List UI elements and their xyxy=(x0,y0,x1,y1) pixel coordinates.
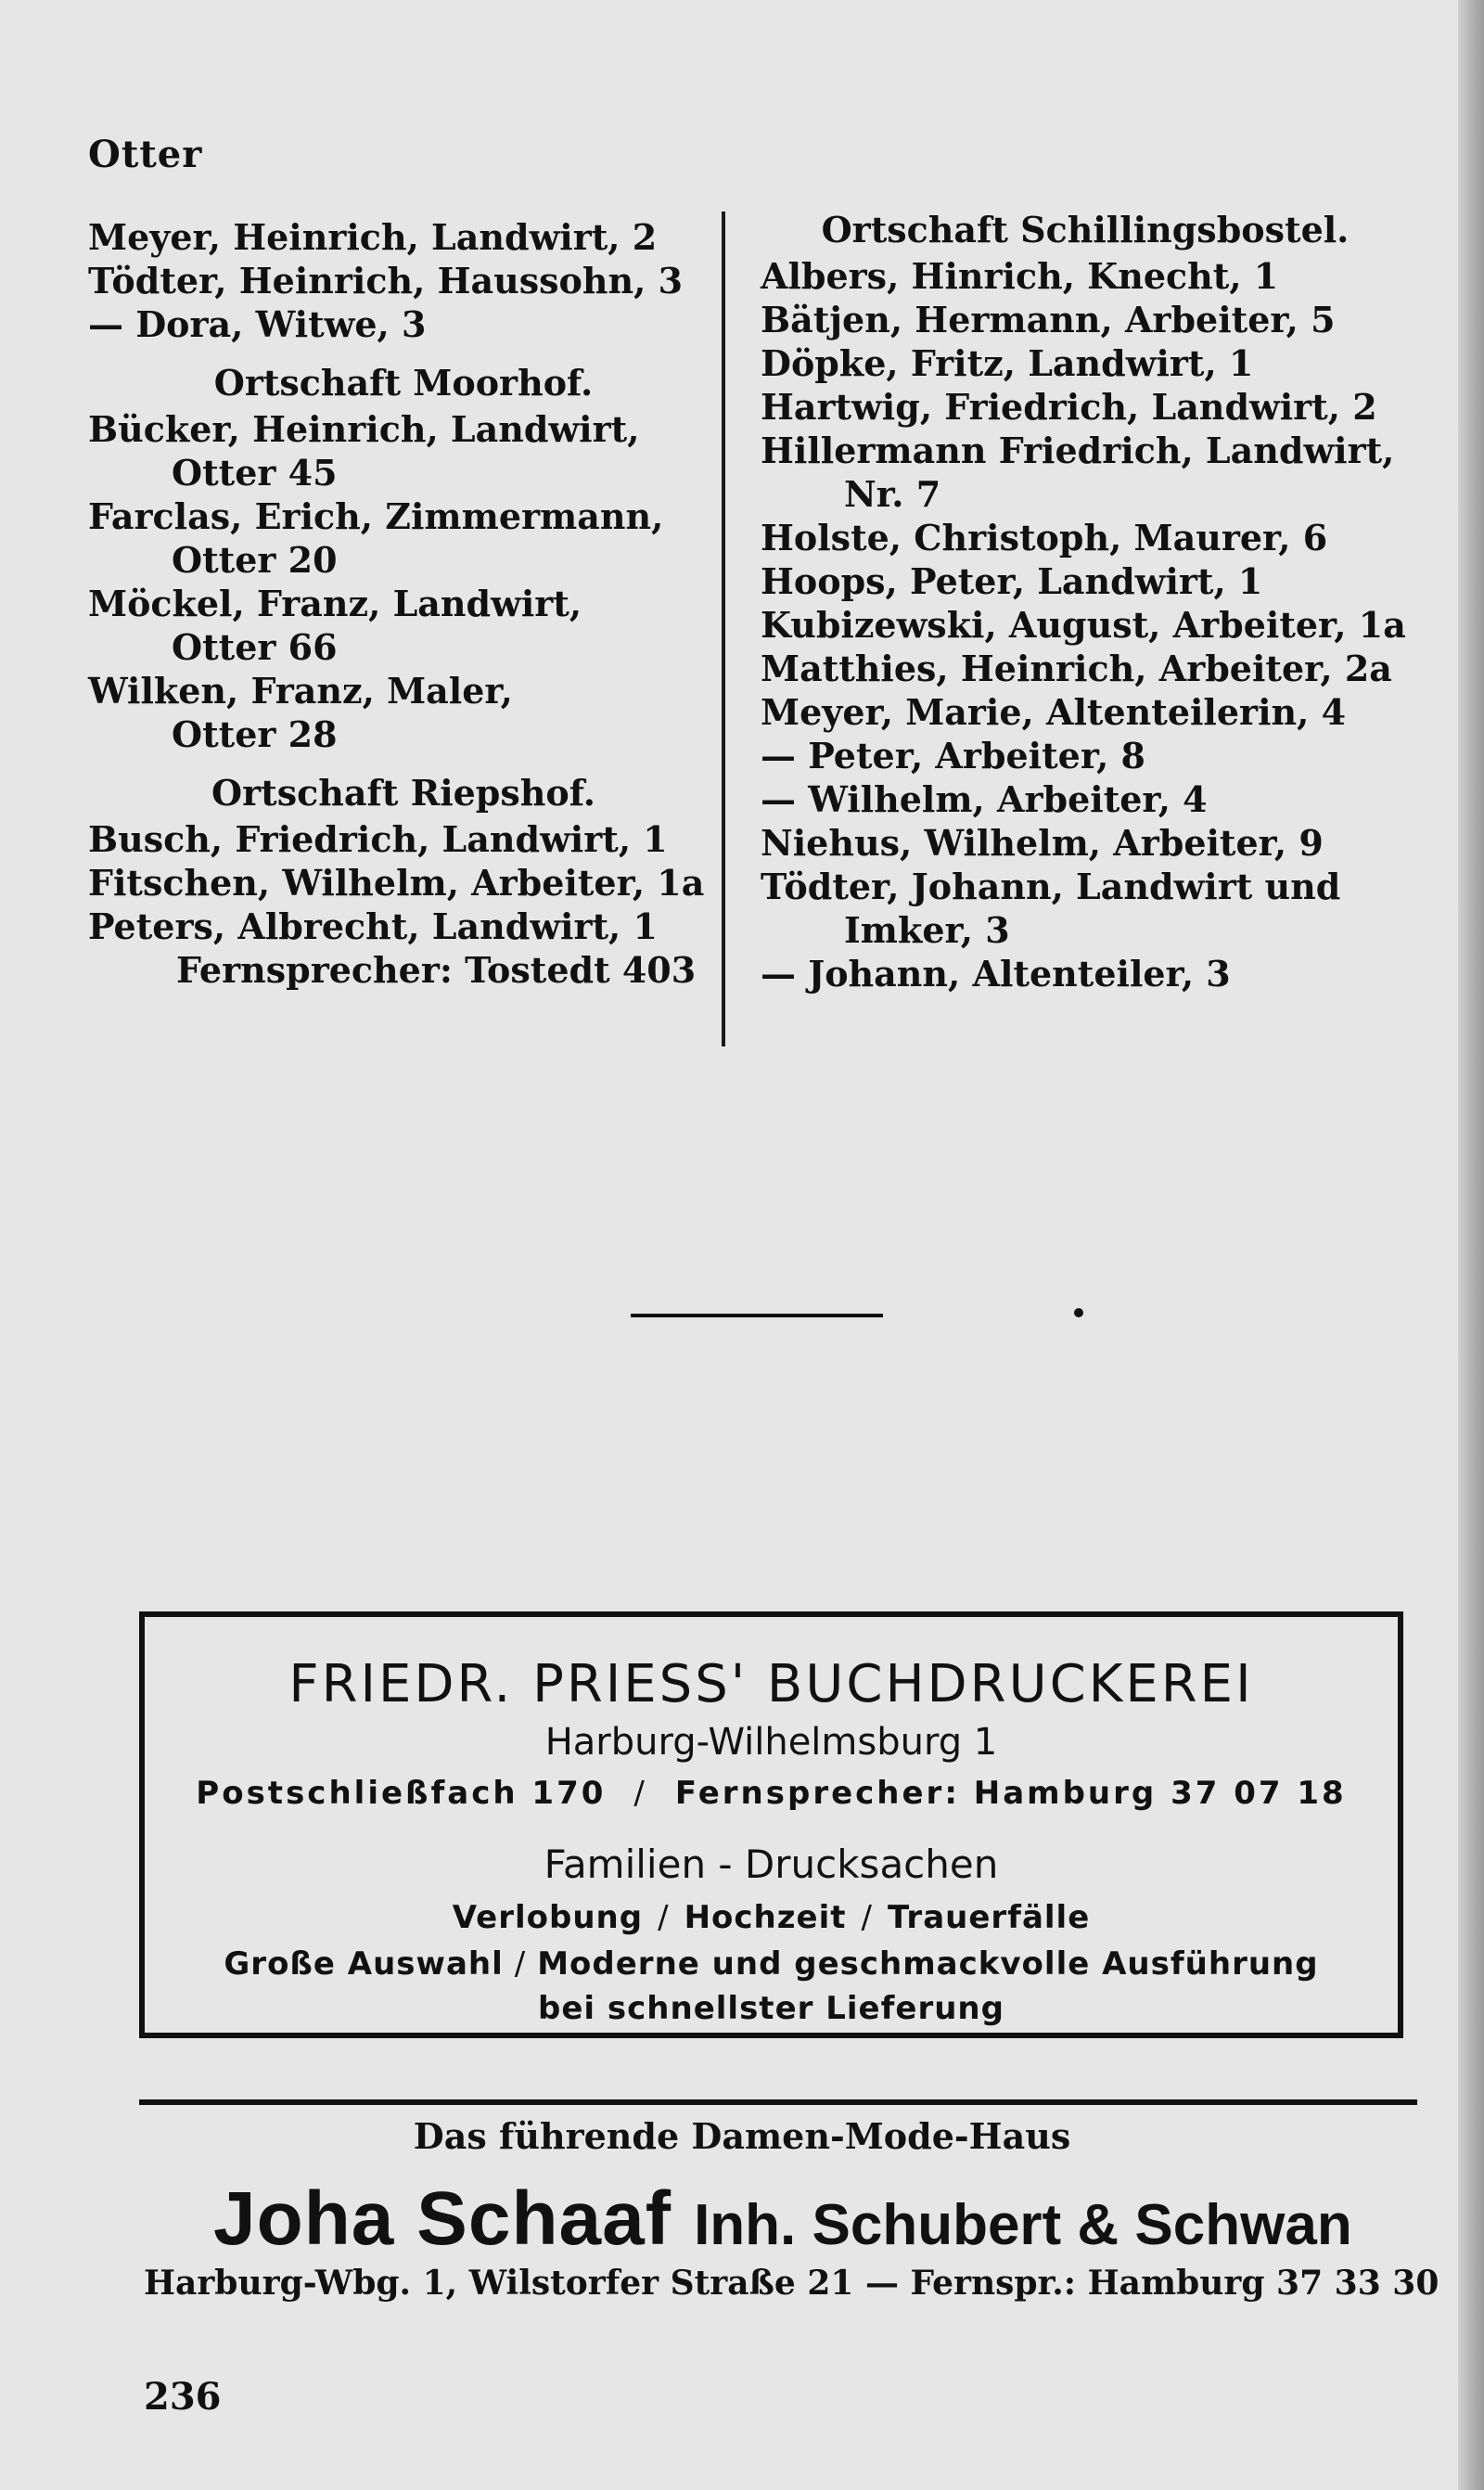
listing-entry: Matthies, Heinrich, Arbeiter, 2a xyxy=(761,648,1392,689)
listing-entry: Fitschen, Wilhelm, Arbeiter, 1a xyxy=(88,862,705,904)
ad-separator: / xyxy=(658,1899,670,1936)
printer-advertisement xyxy=(139,1611,1403,2038)
ad-phone: Fernsprecher: Hamburg 37 07 18 xyxy=(674,1775,1347,1812)
listing-entry-continuation: Otter 20 xyxy=(172,539,338,581)
shop-owner: Inh. Schubert & Schwan xyxy=(694,2193,1352,2257)
ad-postbox: Postschließfach 170 xyxy=(196,1775,607,1812)
ad-delivery: bei schnellster Lieferung xyxy=(538,1990,1004,2027)
listing-entry: Möckel, Franz, Landwirt, xyxy=(88,583,582,624)
listing-entry: Farclas, Erich, Zimmermann, xyxy=(88,495,664,537)
listing-entry: Meyer, Marie, Altenteilerin, 4 xyxy=(761,691,1347,733)
place-title: Otter xyxy=(88,133,203,176)
listing-entry-continuation: Otter 28 xyxy=(172,713,338,755)
listing-entry-continuation: Fernsprecher: Tostedt 403 xyxy=(176,949,697,991)
listing-entry: Döpke, Fritz, Landwirt, 1 xyxy=(761,342,1254,384)
listing-entry: Niehus, Wilhelm, Arbeiter, 9 xyxy=(761,822,1324,864)
listing-entry: — Wilhelm, Arbeiter, 4 xyxy=(761,778,1208,820)
listing-entry: — Dora, Witwe, 3 xyxy=(88,303,427,345)
ad-separator: / xyxy=(514,1945,527,1983)
ad-city: Harburg-Wilhelmsburg 1 xyxy=(544,1721,998,1764)
ad-service: Trauerfälle xyxy=(887,1899,1091,1936)
ad-services-line xyxy=(145,1899,1398,1936)
ad-services-title: Familien - Drucksachen xyxy=(544,1842,999,1887)
listing-entry: Holste, Christoph, Maurer, 6 xyxy=(761,517,1328,558)
shop-brand: Joha Schaaf xyxy=(213,2176,672,2261)
ad-contact-line xyxy=(145,1775,1398,1812)
listing-entry: Kubizewski, August, Arbeiter, 1a xyxy=(761,604,1406,646)
ad-service: Hochzeit xyxy=(684,1899,847,1936)
listing-entry: Peters, Albrecht, Landwirt, 1 xyxy=(88,905,658,947)
listing-entry: Tödter, Johann, Landwirt und xyxy=(761,866,1341,907)
ad-selection-text: Moderne und geschmackvolle Ausführung xyxy=(537,1945,1319,1983)
listing-entry-continuation: Imker, 3 xyxy=(844,909,1010,951)
left-column xyxy=(88,215,719,992)
listing-entry: Bätjen, Hermann, Arbeiter, 5 xyxy=(761,299,1336,340)
listing-entry-continuation: Otter 45 xyxy=(172,452,338,494)
shop-tagline: Das führende Damen-Mode-Haus xyxy=(413,2115,1071,2157)
section-heading-moorhof: Ortschaft Moorhof. xyxy=(213,362,594,404)
listing-entry: Bücker, Heinrich, Landwirt, xyxy=(88,408,640,450)
listing-entry: Hoops, Peter, Landwirt, 1 xyxy=(761,560,1263,602)
column-divider xyxy=(722,212,725,1046)
ad-selection-text: Große Auswahl xyxy=(224,1945,504,1983)
section-heading-schillingsbostel: Ortschaft Schillingsbostel. xyxy=(821,209,1350,250)
ad-rule xyxy=(139,2099,1417,2105)
listing-entry: Hillermann Friedrich, Landwirt, xyxy=(761,430,1395,471)
listing-entry: Meyer, Heinrich, Landwirt, 2 xyxy=(88,216,658,258)
listing-entry: Albers, Hinrich, Knecht, 1 xyxy=(761,255,1279,297)
listing-entry-continuation: Otter 66 xyxy=(172,626,338,668)
ink-dot xyxy=(1074,1308,1083,1317)
listing-entry: Wilken, Franz, Maler, xyxy=(88,670,513,712)
section-rule xyxy=(631,1314,883,1317)
listing-entry: Tödter, Heinrich, Haussohn, 3 xyxy=(88,260,684,302)
shop-address: Harburg-Wbg. 1, Wilstorfer Straße 21 — Fernspr.: Hamburg 37 33 30 xyxy=(144,2264,1439,2303)
page-number: 236 xyxy=(144,2375,222,2419)
ad-selection-line xyxy=(145,1945,1398,1983)
listing-entry: — Peter, Arbeiter, 8 xyxy=(761,735,1145,777)
section-heading-riepshof: Ortschaft Riepshof. xyxy=(211,772,595,814)
shop-name xyxy=(213,2176,1352,2263)
ad-heading: FRIEDR. PRIESS' BUCHDRUCKEREI xyxy=(288,1654,1254,1714)
listing-entry: — Johann, Altenteiler, 3 xyxy=(761,953,1231,995)
listing-entry-continuation: Nr. 7 xyxy=(844,473,941,515)
right-column xyxy=(761,206,1410,995)
ad-separator: / xyxy=(861,1899,873,1936)
ad-separator: / xyxy=(633,1775,647,1812)
ad-service: Verlobung xyxy=(452,1899,644,1936)
listing-entry: Busch, Friedrich, Landwirt, 1 xyxy=(88,818,668,860)
listing-entry: Hartwig, Friedrich, Landwirt, 2 xyxy=(761,386,1377,428)
